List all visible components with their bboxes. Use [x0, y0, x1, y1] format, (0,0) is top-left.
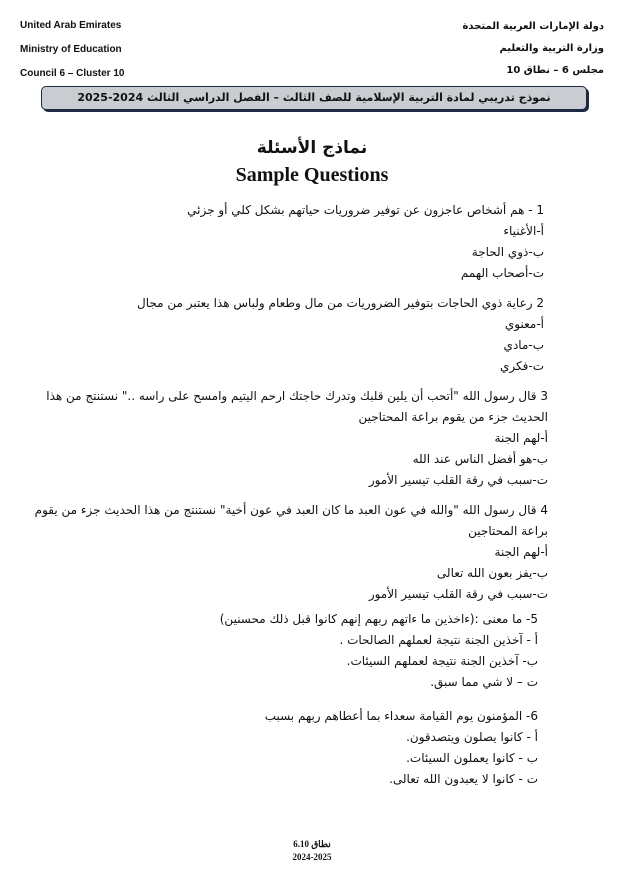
- page-title-ar: نماذج الأسئلة: [256, 138, 368, 158]
- country-ar: دولة الإمارات العربية المتحدة: [462, 21, 604, 32]
- council-ar: مجلس 6 – نطاق 10: [506, 65, 604, 76]
- footer-cluster: نطاق 6.10: [293, 839, 331, 849]
- footer: [0, 838, 624, 864]
- page-title-en: Sample Questions: [235, 164, 389, 186]
- question-stem: 5- ما معنى :(ءاخذين ما ءاتهم ربهم إنهم كانوا قبل ذلك محسنين): [219, 612, 538, 626]
- question-5: [58, 609, 538, 693]
- option-a: أ - كانوا يصلون ويتصدقون.: [406, 730, 538, 744]
- header-left: [20, 14, 124, 86]
- question-stem: 2 رعاية ذوي الحاجات بتوفير الضروريات من مال وطعام ولباس هذا يعتبر من مجال: [137, 296, 544, 310]
- question-6: [58, 706, 538, 790]
- question-2: [64, 293, 544, 377]
- question-stem: 3 قال رسول الله "أتحب أن يلين قلبك وتدرك حاجتك ارحم اليتيم وامسح على راسه .." نستنتج من هذا الحديث جزء من يقوم براعة المحتاجين: [46, 389, 548, 424]
- option-b: ب-مادي: [503, 338, 544, 352]
- option-c: ت - كانوا لا يعبدون الله تعالى.: [389, 772, 538, 786]
- option-c: ت-سبب في رقة القلب تيسير الأمور: [368, 473, 548, 487]
- option-b: ب-يفز بعون الله تعالى: [436, 566, 548, 580]
- option-b: ب-ذوي الحاجة: [471, 245, 544, 259]
- option-c: ت – لا شي مما سبق.: [430, 675, 538, 689]
- header-right: [463, 16, 604, 82]
- country-en: United Arab Emirates: [20, 20, 122, 31]
- question-3: [28, 386, 548, 491]
- option-a: أ-معنوي: [504, 317, 544, 331]
- option-c: ت-سبب في رقة القلب تيسير الأمور: [368, 587, 548, 601]
- footer-year: 2024-2025: [292, 852, 332, 862]
- option-c: ت-أصحاب الهمم: [460, 266, 544, 280]
- option-c: ت-فكري: [499, 359, 544, 373]
- question-stem: 1 - هم أشخاص عاجزون عن توفير ضروريات حياتهم بشكل كلي أو جزئي: [187, 203, 544, 217]
- ministry-ar: وزارة التربية والتعليم: [499, 43, 604, 54]
- option-a: أ-الأغنياء: [503, 224, 544, 238]
- option-b: ب-هو أفضل الناس عند الله: [412, 452, 548, 466]
- question-1: [64, 200, 544, 284]
- ministry-en: Ministry of Education: [20, 44, 122, 55]
- option-a: أ - آخذين الجنة نتيجة لعملهم الصالحات .: [339, 633, 538, 647]
- exam-title-banner: نموذج تدريبي لمادة التربية الإسلامية للصف الثالث – الفصل الدراسي الثالث 2024-2025: [41, 86, 587, 110]
- question-stem: 6- المؤمنون يوم القيامة سعداء بما أعطاهم ربهم بسبب: [264, 709, 538, 723]
- option-a: أ-لهم الجنة: [494, 545, 548, 559]
- option-b: ب - كانوا يعملون السيئات.: [406, 751, 538, 765]
- option-a: أ-لهم الجنة: [494, 431, 548, 445]
- question-stem: 4 قال رسول الله "والله في عون العبد ما كان العبد في عون أخية" نستنتج من هذا الحديث جزء من يقوم براعة المحتاجين: [34, 503, 548, 538]
- option-b: ب- آخذين الجنة نتيجة لعملهم السيئات.: [346, 654, 538, 668]
- council-en: Council 6 – Cluster 10: [20, 68, 125, 79]
- question-4: [28, 500, 548, 605]
